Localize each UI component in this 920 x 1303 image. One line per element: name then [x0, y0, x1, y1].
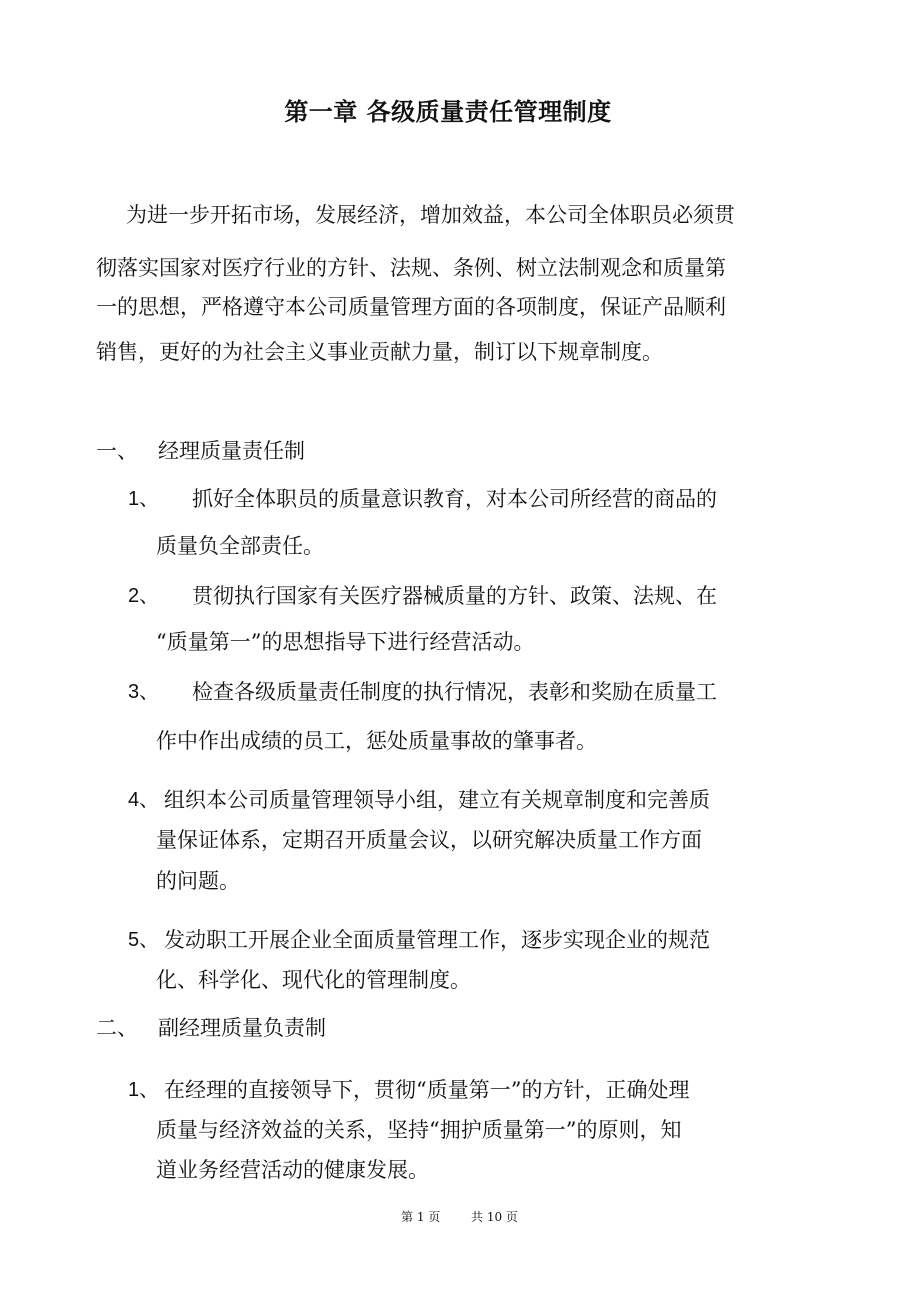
intro-line: 为进一步开拓市场，发展经济，增加效益，本公司全体职员必须贯	[126, 203, 735, 227]
document-title: 第一章 各级质量责任管理制度	[284, 97, 612, 126]
item-text-line: 质量与经济效益的关系，坚持“拥护质量第一”的原则，知	[156, 1118, 682, 1142]
item-number: 1、	[128, 488, 160, 510]
item-number: 4、	[128, 789, 160, 811]
section-heading: 经理质量责任制	[158, 439, 305, 463]
item-number: 5、	[128, 929, 160, 951]
section-heading: 副经理质量负责制	[158, 1016, 326, 1040]
intro-line: 一的思想，严格遵守本公司质量管理方面的各项制度，保证产品顺利	[96, 295, 726, 319]
item-text-line: 量保证体系，定期召开质量会议，以研究解决质量工作方面	[156, 828, 702, 852]
page-total: 共 10 页	[471, 1210, 518, 1224]
item-text-line: 质量负全部责任。	[156, 534, 324, 558]
intro-line: 彻落实国家对医疗行业的方针、法规、条例、树立法制观念和质量第	[96, 256, 726, 280]
section-number: 二、	[96, 1016, 138, 1040]
item-text-line: 道业务经营活动的健康发展。	[156, 1158, 429, 1182]
item-number: 2、	[128, 585, 160, 607]
item-text-line: 检查各级质量责任制度的执行情况，表彰和奖励在质量工	[192, 680, 717, 704]
intro-line: 销售，更好的为社会主义事业贡献力量，制订以下规章制度。	[96, 340, 663, 364]
page-number: 第 1 页	[401, 1210, 441, 1224]
item-text-line: 的问题。	[156, 869, 240, 893]
item-text-line: “质量第一”的思想指导下进行经营活动。	[156, 630, 535, 654]
section-number: 一、	[96, 439, 138, 463]
item-text-line: 组织本公司质量管理领导小组，建立有关规章制度和完善质	[164, 788, 710, 812]
item-text-line: 抓好全体职员的质量意识教育，对本公司所经营的商品的	[192, 487, 717, 511]
item-text-line: 作中作出成绩的员工，惩处质量事故的肇事者。	[156, 729, 597, 753]
item-number: 3、	[128, 681, 160, 703]
item-number: 1、	[128, 1079, 160, 1101]
item-text-line: 在经理的直接领导下，贯彻“质量第一”的方针，正确处理	[164, 1078, 690, 1102]
item-text-line: 化、科学化、现代化的管理制度。	[156, 968, 471, 992]
item-text-line: 发动职工开展企业全面质量管理工作，逐步实现企业的规范	[164, 928, 710, 952]
item-text-line: 贯彻执行国家有关医疗器械质量的方针、政策、法规、在	[192, 584, 717, 608]
